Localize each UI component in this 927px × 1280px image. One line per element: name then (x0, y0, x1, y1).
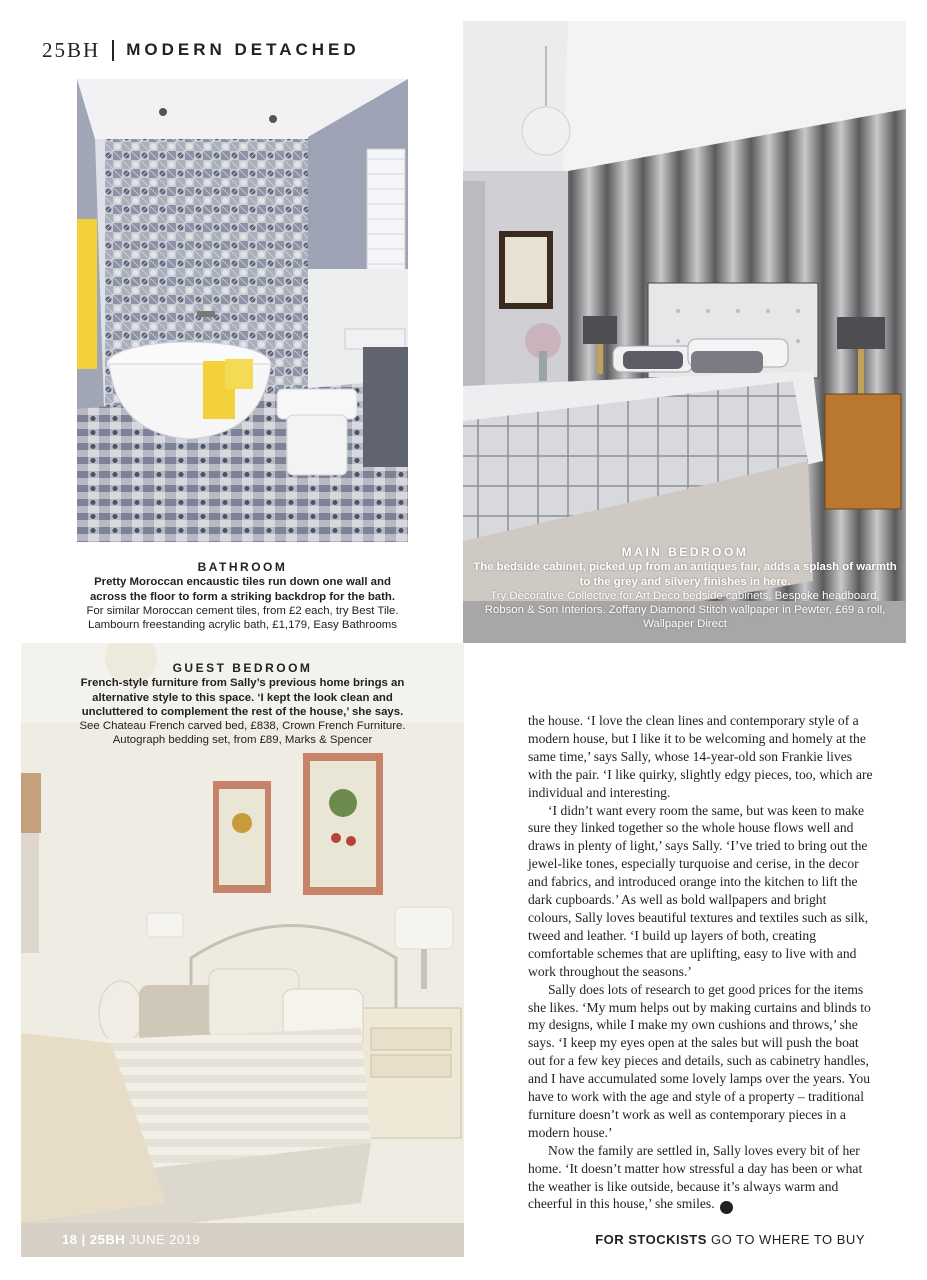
stockists-label: FOR STOCKISTS (595, 1232, 707, 1247)
bathroom-caption (77, 560, 408, 632)
article-paragraph: the house. ‘I love the clean lines and contemporary style of a modern house, but I like it to be welcoming and homely at the same time,’ says Sally, whose 14-year-old son Frankie lives with the pair. ‘I like quirky, slightly edgy pieces, too, which are individual and interesting. (528, 713, 873, 800)
footer-brand: 25BH (89, 1232, 126, 1247)
main-bedroom-caption (470, 545, 900, 632)
footer-stockists (595, 1232, 865, 1247)
article-paragraph-text: Now the family are settled in, Sally loves every bit of her home. ‘It doesn’t matter how stressful a day has been or what the weather is like outside, because it’s always warm and cheerful in this house,’ she smiles. (528, 1142, 863, 1212)
article-paragraph: Sally does lots of research to get good prices for the items she likes. ‘My mum helps out by making curtains and blinds to my designs, while I make my own cushions and throws,’ she says. ‘I keep my eyes open at the sales but will push the boat out for a few key pieces and details, such as cabinetry handles, and I have accumulated some lovely lamps over the years. You have to work with the age and style of a property – traditional furniture doesn’t work as well as contemporary pieces in a modern house.’ (528, 981, 871, 1140)
section-title: MODERN DETACHED (126, 40, 360, 59)
bathroom-caption-title: BATHROOM (197, 560, 288, 574)
footer-folio (62, 1232, 200, 1247)
footer-issue: JUNE 2019 (129, 1232, 201, 1247)
bathroom-caption-lead: Pretty Moroccan encaustic tiles run down one wall and across the floor to form a striking backdrop for the bath. (89, 576, 396, 603)
main-bedroom-caption-title: MAIN BEDROOM (621, 545, 749, 559)
end-mark-icon: 25 (720, 1201, 733, 1214)
bathroom-photo (77, 79, 408, 542)
header-divider (112, 40, 114, 61)
footer-separator: | (81, 1232, 86, 1247)
guest-bedroom-caption-title: GUEST BEDROOM (172, 661, 313, 675)
article-paragraph: ‘I didn’t want every room the same, but was keen to make sure they linked together so the whole house flows well and draws in plenty of light,’ says Sally. ‘I’ve tried to bring out the jewel-like tones, especially turquoise and cerise, in the decor and fabrics, and introduced orange into the kitchen to lift the dark cupboards.’ As well as bold wallpapers and bright colours, Sally loves beautiful textures and textiles such as silk, tweed and leather. ‘I build up layers of both, creating comfortable schemes that are uplifting, easy to live with and work throughout the seasons.’ (528, 802, 869, 979)
magazine-brand: 25BH (42, 37, 101, 62)
stockists-text: GO TO WHERE TO BUY (711, 1232, 865, 1247)
main-bedroom-caption-lead: The bedside cabinet, picked up from an antiques fair, adds a splash of warmth to the grey and silvery finishes in here. (473, 561, 897, 588)
guest-bedroom-caption-credits: See Chateau French carved bed, £838, Crown French Furniture. Autograph bedding set, from £89, Marks & Spencer (79, 720, 406, 747)
page-number: 18 (62, 1232, 78, 1247)
guest-bedroom-caption (60, 661, 425, 748)
article-body (528, 712, 873, 1214)
guest-bedroom-caption-lead: French-style furniture from Sally’s previous home brings an alternative style to this space. ‘I kept the look clean and uncluttered to complement the rest of the house,’ she says. (80, 677, 405, 718)
page-header (42, 38, 360, 62)
main-bedroom-caption-credits: Try Decorative Collective for Art Deco bedside cabinets. Bespoke headboard, Robson & Son Interiors. Zoffany Diamond Stitch wallpaper in Pewter, £69 a roll, Wallpaper Direct (484, 589, 886, 631)
bathroom-caption-credits: For similar Moroccan cement tiles, from £2 each, try Best Tile. Lambourn freestanding acrylic bath, £1,179, Easy Bathrooms (86, 604, 399, 632)
article-paragraph-last (528, 1142, 873, 1215)
